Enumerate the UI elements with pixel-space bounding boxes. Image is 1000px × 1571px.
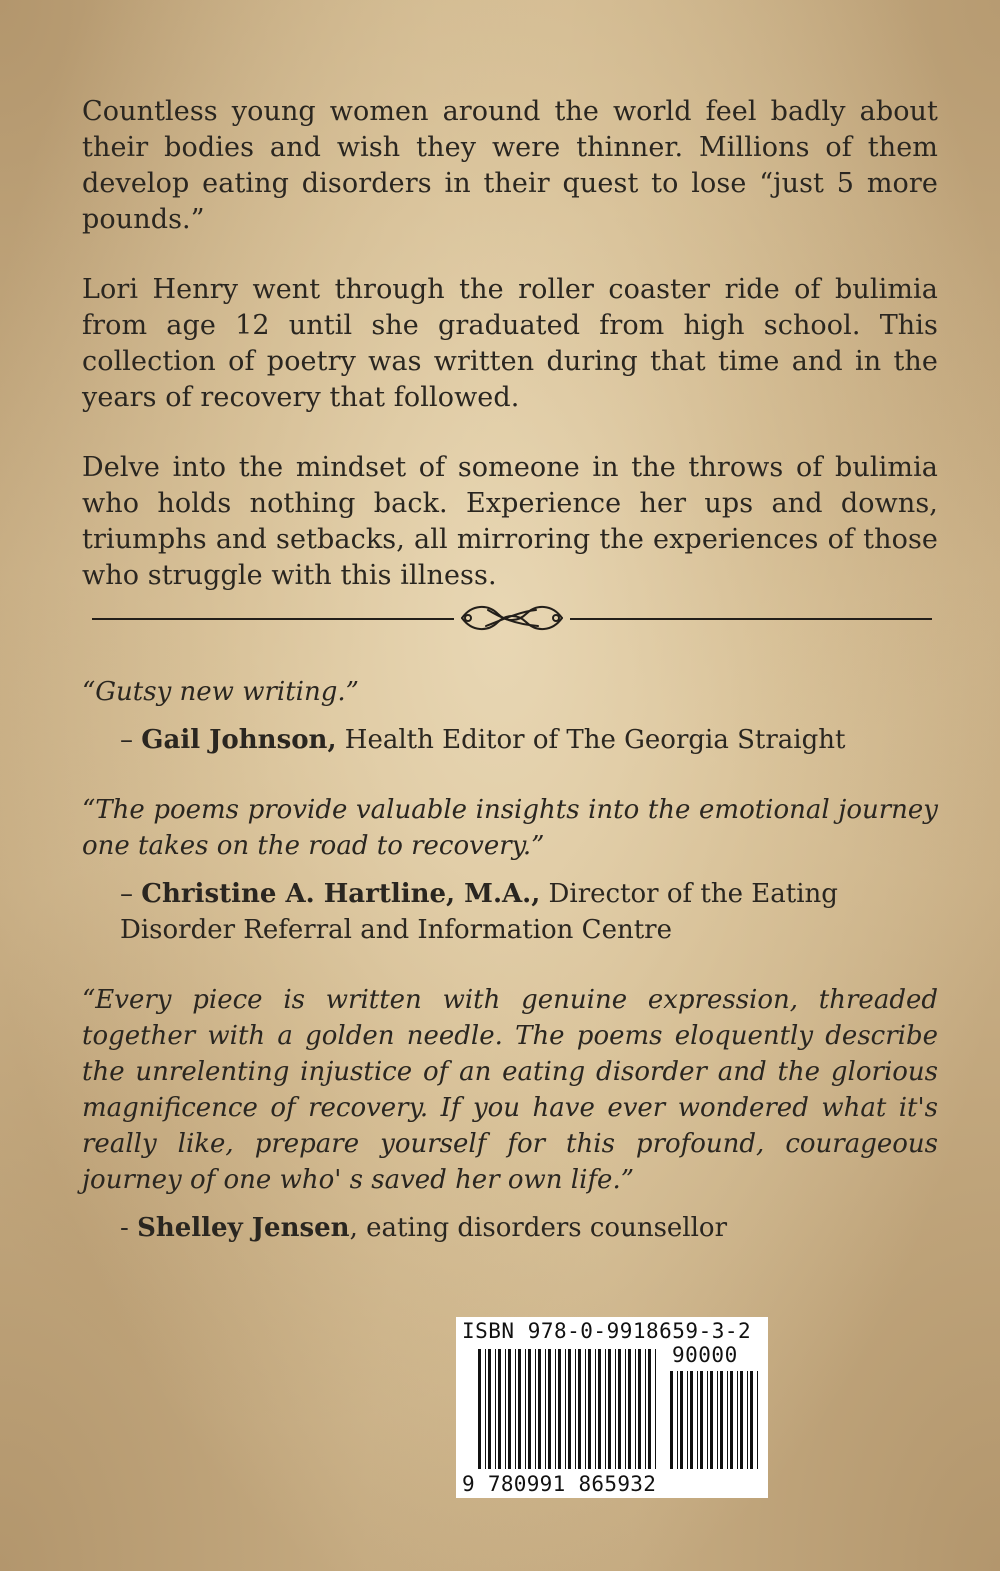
blurb-paragraph-3: Delve into the mindset of someone in the throws of bulimia who holds nothing back. Experience her ups and downs, triumphs and setbacks, all mirroring the experiences of those who struggle with this illness. [82,452,938,591]
review-quote: “Every piece is written with genuine expression, threaded together with a golden needle. The poems eloquently describe the unrelenting injustice of an eating disorder and the glorious magnificence of recovery. If you have ever wondered what it's really like, prepare yourself for this profound, courageous journey of one who' s saved her own life.” [82,985,938,1195]
review-item [82,982,938,1246]
reviews-section [82,674,938,1284]
review-quote: “Gutsy new writing.” [82,677,359,707]
isbn-number: ISBN 978-0-9918659-3-2 [462,1319,752,1343]
blurb-section [82,94,938,594]
attribution-dash: – [120,725,142,755]
review-attribution [120,876,938,948]
divider-rule-right [570,618,932,620]
reviewer-role: Health Editor of The Georgia Straight [336,725,846,755]
review-attribution [120,1210,938,1246]
isbn-barcode [456,1317,768,1498]
reviewer-role: , eating disorders counsellor [349,1213,728,1243]
barcode-bars-icon [456,1317,768,1498]
reviewer-name: Gail Johnson, [141,725,337,755]
ean-number: 9 780991 865932 [462,1472,657,1496]
divider-rule-left [92,618,454,620]
reviewer-name: Shelley Jensen [137,1213,350,1243]
review-item [82,792,938,948]
blurb-paragraph-2: Lori Henry went through the roller coaster ride of bulimia from age 12 until she graduated from high school. This collection of poetry was written during that time and in the years of recovery that followed. [82,274,938,413]
ornamental-divider [92,596,932,640]
reviewer-name: Christine A. Hartline, M.A., [141,879,541,909]
attribution-dash: - [120,1213,138,1243]
review-item [82,674,938,758]
scroll-flourish-icon [458,598,566,638]
reviewer-role: Director of the Eating Disorder Referral and Information Centre [120,879,838,945]
review-attribution [120,722,938,758]
review-quote: “The poems provide valuable insights into the emotional journey one takes on the road to recovery.” [82,795,938,861]
attribution-dash: – [120,879,142,909]
blurb-paragraph-1: Countless young women around the world feel badly about their bodies and wish they were thinner. Millions of them develop eating disorders in their quest to lose “just 5 more pounds.” [82,96,938,235]
price-addon-number: 90000 [672,1343,738,1367]
